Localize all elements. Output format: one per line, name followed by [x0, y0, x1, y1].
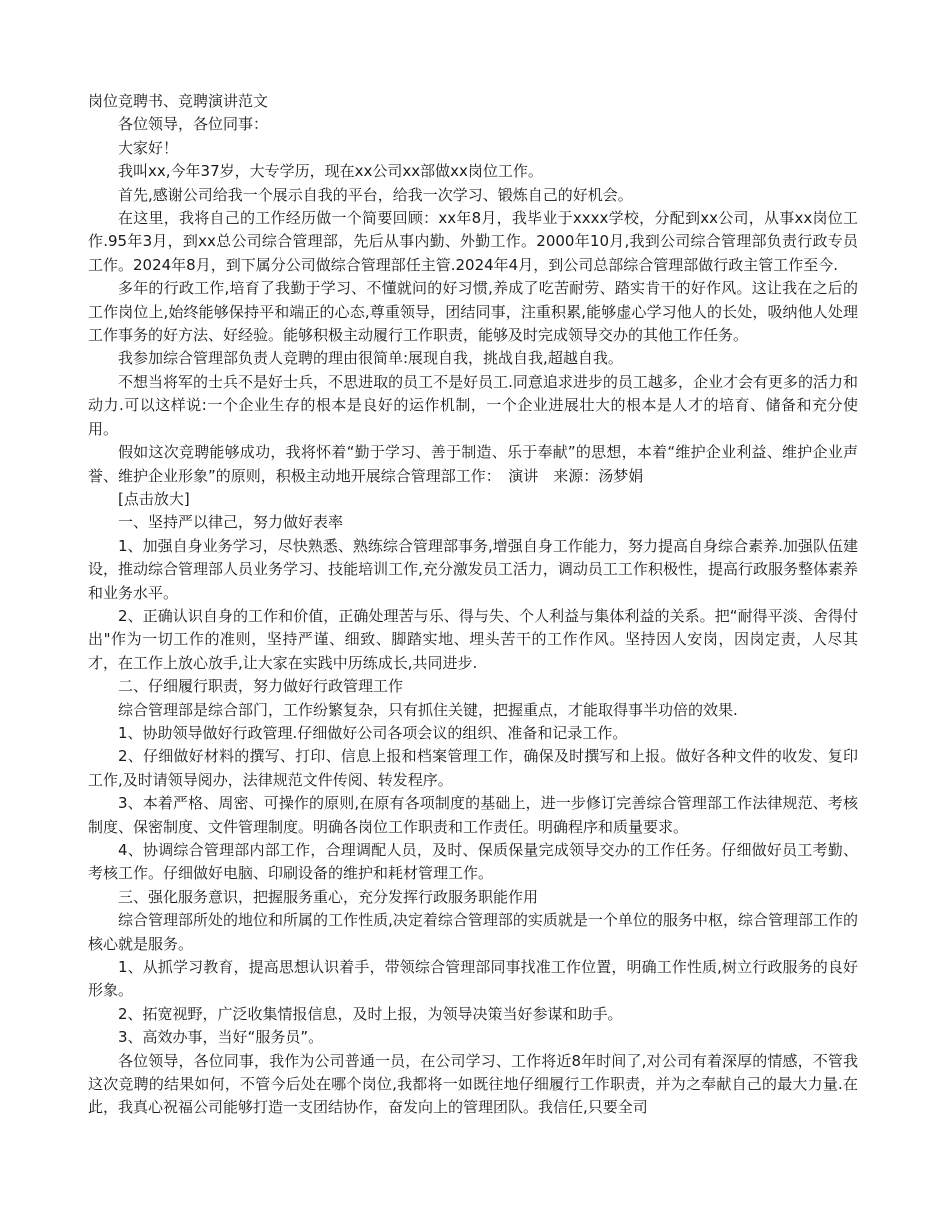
list-item-3-3: 3、高效办事，当好“服务员”。: [118, 1028, 324, 1047]
list-item-2-4: 4、协调综合管理部内部工作，合理调配人员，及时、保质保量完成领导交办的工作任务。仔细做好员工考勤、考核工作。仔细做好电脑、印刷设备的维护和耗材管理工作。: [88, 841, 858, 883]
paragraph-reason: 我参加综合管理部负责人竞聘的理由很简单:展现自我，挑战自我,超越自我。: [118, 349, 623, 368]
document-title: 岗位竞聘书、竞聘演讲范文: [88, 92, 269, 110]
paragraph-hello: 大家好！: [118, 138, 179, 157]
section-heading-1: 一、坚持严以律己，努力做好表率: [118, 513, 344, 532]
list-item-3-1: 1、从抓学习教育，提高思想认识着手，带领综合管理部同事找准工作位置，明确工作性质,树立行政服务的良好形象。: [88, 958, 858, 1000]
list-item-2-3: 3、本着严格、周密、可操作的原则,在原有各项制度的基础上，进一步修订完善综合管理部工作法律规范、考核制度、保密制度、文件管理制度。明确各岗位工作职责和工作责任。明确程序和质量要求。: [88, 794, 858, 836]
list-item-1-1: 1、加强自身业务学习，尽快熟悉、熟练综合管理部事务,增强自身工作能力，努力提高自身综合素养.加强队伍建设，推动综合管理部人员业务学习、技能培训工作,充分激发员工活力，调动员工工作积极性，提高行政服务整体素养和业务水平。: [88, 536, 858, 602]
list-item-1-2: 2、正确认识自身的工作和价值，正确处理苦与乐、得与失、个人利益与集体利益的关系。把“耐得平淡、舍得付出"作为一切工作的准则，坚持严谨、细致、脚踏实地、埋头苦干的工作作风。坚持因人安岗，因岗定责，人尽其才，在工作上放心放手,让大家在实践中历练成长,共同进步.: [88, 606, 858, 672]
section-heading-3: 三、强化服务意识，把握服务重心，充分发挥行政服务职能作用: [118, 887, 539, 906]
list-item-2-1: 1、协助领导做好行政管理.仔细做好公司各项会议的组织、准备和记录工作。: [118, 723, 628, 742]
paragraph-enlarge-link: [点击放大]: [118, 489, 190, 508]
paragraph-habits: 多年的行政工作,培育了我勤于学习、不懂就问的好习惯,养成了吃苦耐劳、踏实肯干的好作风。这让我在之后的工作岗位上,始终能够保持平和端正的心态,尊重领导，团结同事，注重积累,能够虚心学习他人的长处，吸纳他人处理工作事务的好方法、好经验。能够积极主动履行工作职责，能够及时完成领导交办的其他工作任务。: [88, 279, 858, 345]
paragraph-experience: 在这里，我将自己的工作经历做一个简要回顾：xx年8月，我毕业于xxxx学校，分配到xx公司，从事xx岗位工作.95年3月，到xx总公司综合管理部，先后从事内勤、外勤工作。2000年10月,我到公司综合管理部负责行政专员工作。2024年8月，到下属分公司做综合管理部任主管.2024年4月，到公司总部综合管理部做行政主管工作至今.: [88, 209, 858, 274]
paragraph-plan: 假如这次竞聘能够成功，我将怀着“勤于学习、善于制造、乐于奉献”的思想，本着“维护企业利益、维护企业声誉、维护企业形象”的原则，积极主动地开展综合管理部工作： 演讲 来源：汤梦娟: [88, 443, 858, 485]
paragraph-section-2-intro: 综合管理部是综合部门，工作纷繁复杂，只有抓住关键，把握重点，才能取得事半功倍的效果.: [118, 700, 738, 719]
list-item-2-2: 2、仔细做好材料的撰写、打印、信息上报和档案管理工作，确保及时撰写和上报。做好各种文件的收发、复印工作,及时请领导阅办，法律规范文件传阅、转发程序。: [88, 747, 858, 789]
document-page: [88, 90, 858, 1120]
paragraph-intro: 我叫xx,今年37岁，大专学历，现在xx公司xx部做xx岗位工作。: [118, 162, 543, 181]
paragraph-closing: 各位领导，各位同事，我作为公司普通一员，在公司学习、工作将近8年时间了,对公司有着深厚的情感，不管我这次竞聘的结果如何，不管今后处在哪个岗位,我都将一如既往地仔细履行工作职责，并为之奉献自己的最大力量.在此，我真心祝福公司能够打造一支团结协作，奋发向上的管理团队。我信任,只要全司: [88, 1051, 858, 1117]
list-item-3-2: 2、拓宽视野，广泛收集情报信息，及时上报，为领导决策当好参谋和助手。: [118, 1004, 623, 1023]
section-heading-2: 二、仔细履行职责，努力做好行政管理工作: [118, 677, 404, 696]
paragraph-greeting: 各位领导，各位同事：: [118, 115, 269, 134]
paragraph-thanks: 首先,感谢公司给我一个展示自我的平台，给我一次学习、锻炼自己的好机会。: [118, 185, 633, 204]
paragraph-section-3-intro: 综合管理部所处的地位和所属的工作性质,决定着综合管理部的实质就是一个单位的服务中枢，综合管理部工作的核心就是服务。: [88, 911, 858, 953]
paragraph-ambition: 不想当将军的士兵不是好士兵，不思进取的员工不是好员工.同意追求进步的员工越多，企业才会有更多的活力和动力.可以这样说:一个企业生存的根本是良好的运作机制，一个企业进展壮大的根本是人才的培育、储备和充分使用。: [88, 372, 858, 438]
